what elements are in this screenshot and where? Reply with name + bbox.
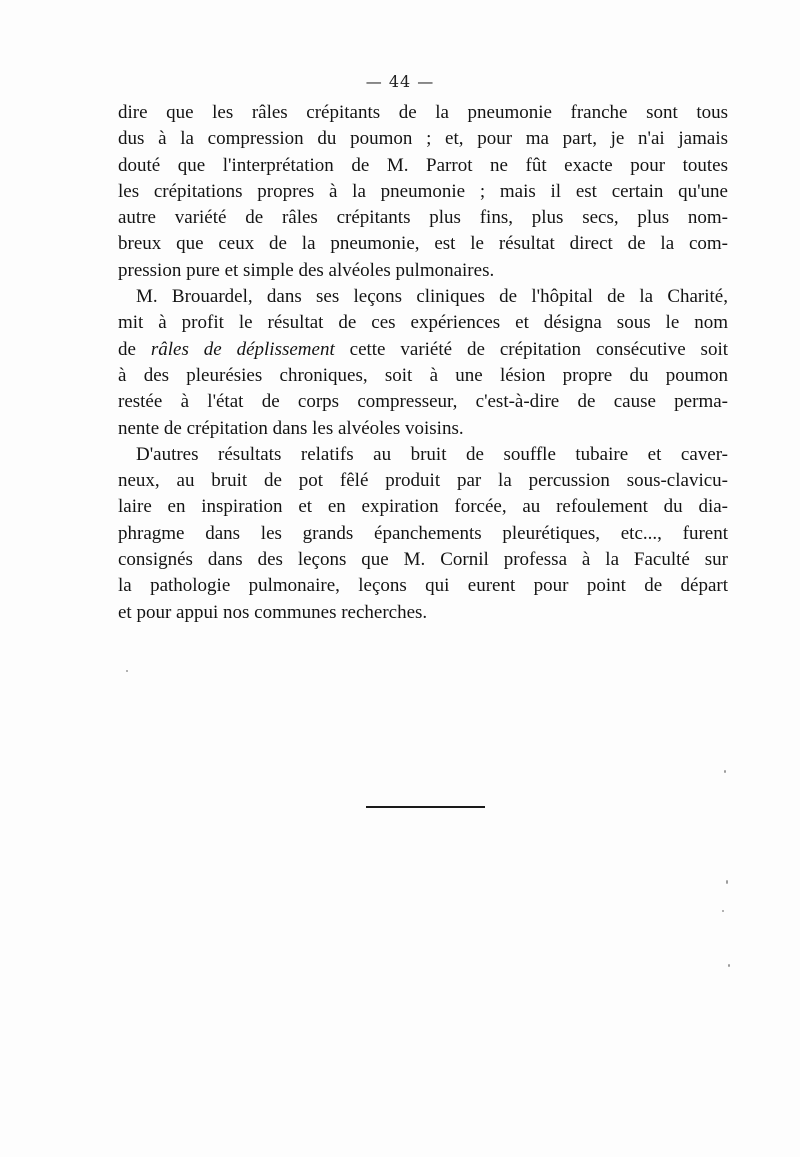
section-end-rule	[366, 806, 485, 808]
text-line: consignés dans des leçons que M. Cornil professa à la Faculté sur	[118, 549, 728, 571]
text-run: de	[118, 338, 151, 360]
scan-speck	[724, 770, 726, 773]
text-line: laire en inspiration et en expiration forcée, au refoulement du dia-	[118, 496, 728, 518]
text-line: à des pleurésies chroniques, soit à une lésion propre du poumon	[118, 364, 728, 386]
italic-term: râles de déplissement	[150, 338, 335, 360]
text-line: phragme dans les grands épanchements pleurétiques, etc..., furent	[118, 522, 728, 544]
text-line: les crépitations propres à la pneumonie ; mais il est certain qu'une	[118, 180, 728, 202]
text-line: M. Brouardel, dans ses leçons cliniques de l'hôpital de la Charité,	[136, 286, 728, 308]
scan-speck	[126, 670, 128, 672]
body-text	[118, 100, 728, 626]
page-number: — 44 —	[365, 72, 435, 91]
text-line: et pour appui nos communes recherches.	[118, 601, 428, 623]
text-line: restée à l'état de corps compresseur, c'est-à-dire de cause perma-	[118, 391, 728, 413]
text-line: D'autres résultats relatifs au bruit de souffle tubaire et caver-	[136, 443, 728, 465]
text-line: breux que ceux de la pneumonie, est le résultat direct de la com-	[118, 233, 728, 255]
text-line: douté que l'interprétation de M. Parrot ne fût exacte pour toutes	[118, 154, 728, 176]
text-line: la pathologie pulmonaire, leçons qui eurent pour point de départ	[118, 575, 728, 597]
text-line: dire que les râles crépitants de la pneumonie franche sont tous	[118, 102, 728, 123]
text-line: dus à la compression du poumon ; et, pour ma part, je n'ai jamais	[118, 128, 728, 150]
text-line: mit à profit le résultat de ces expériences et désigna sous le nom	[118, 312, 728, 334]
text-run: cette variété de crépitation consécutive soit	[334, 338, 729, 360]
scan-speck	[728, 964, 730, 967]
text-line: autre variété de râles crépitants plus fins, plus secs, plus nom-	[118, 207, 728, 229]
scan-speck	[726, 880, 728, 884]
text-line: nente de crépitation dans les alvéoles voisins.	[118, 417, 464, 439]
scan-speck	[722, 910, 724, 912]
text-line: neux, au bruit de pot fêlé produit par la percussion sous-clavicu-	[118, 470, 728, 492]
text-line: pression pure et simple des alvéoles pulmonaires.	[118, 259, 495, 281]
text-line-with-italic	[118, 337, 728, 363]
